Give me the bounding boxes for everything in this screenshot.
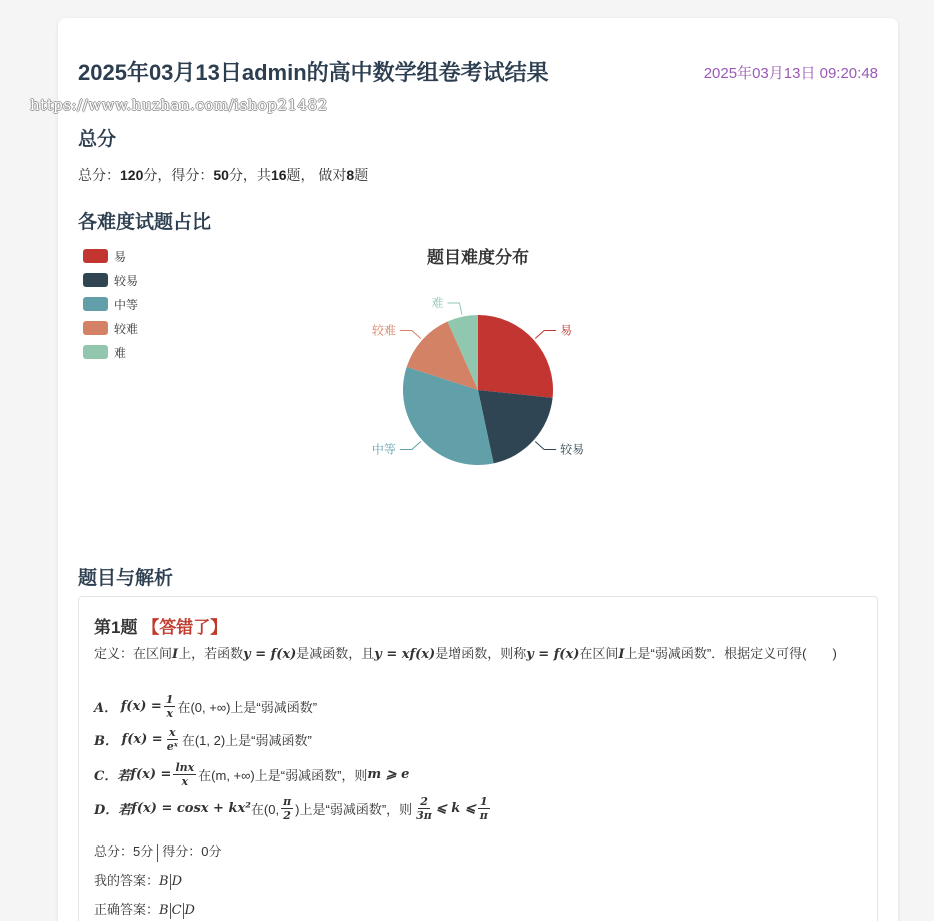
question-got-score: 得分：0分 [162,844,222,859]
total-score-heading: 总分 [78,129,117,150]
question-card [78,596,878,921]
stem-text: 上是“弱减函数”．根据定义可得( ) [624,646,837,661]
answer-choice: B [159,903,169,918]
stem-math: y = f(x) [243,647,297,662]
pie-label: 易 [560,323,573,338]
chart-title: 题目难度分布 [427,248,529,267]
stem-text: 在区间 [579,646,619,661]
option-math: f(x) = [130,767,172,782]
frac-den: eˣ [166,740,178,753]
stem-text: 是增函数，则称 [435,646,527,661]
divider [183,903,184,919]
correct-answer-label: 正确答案： [94,902,160,917]
correct-answer-value [159,902,195,917]
option-label: B． [94,734,118,749]
questions-heading: 题目与解析 [78,568,174,589]
option-math: ⩽ k ⩽ [435,801,476,816]
fraction [478,795,490,822]
frac-num: 2 [420,795,428,808]
fraction [414,795,434,822]
pie-label-line [535,442,556,450]
pie-label-line [535,330,556,338]
my-answer-value [159,873,182,888]
fraction [164,693,176,720]
frac-num: x [168,726,176,739]
total-value: 120 [120,167,144,183]
question-total-score: 总分：5分 [94,844,154,859]
option-text: 在(0, [250,802,280,817]
pie-label: 中等 [371,442,396,457]
result-card [58,18,898,921]
option-text: )上是“弱减函数”，则 [295,802,413,817]
correct-answer [94,899,195,919]
stem-text: 是减函数，且 [296,646,375,661]
frac-den: x [166,707,173,720]
option-math: f(x) = [120,699,162,714]
legend-label: 难 [114,345,127,360]
legend-label: 中等 [114,297,139,312]
my-answer-label: 我的答案： [94,873,160,888]
score-text-1: 分，得分： [143,167,214,183]
stem-math: y = f(x) [526,647,580,662]
frac-num: 1 [165,693,174,706]
pie-label-line [400,442,421,450]
correct-count: 8 [346,167,355,183]
pie-label-line [447,303,461,315]
stem-math: I [618,647,625,662]
option-d [94,795,492,822]
frac-num: 1 [479,795,488,808]
frac-num: lnx [175,761,195,774]
question-count: 16 [270,167,287,183]
answer-choice: C [171,903,182,918]
question-score [94,841,221,862]
option-label: C．若 [94,769,131,784]
total-label: 总分： [78,167,120,183]
question-header [94,613,227,638]
pie-label: 较难 [371,323,396,338]
stem-math: y = xf(x) [374,647,436,662]
answer-choice: D [184,903,195,918]
pie-slice[interactable] [478,315,553,398]
exam-timestamp: 2025年03月13日 09:20:48 [703,65,878,82]
stem-math: I [172,647,179,662]
option-text: 在(0, +∞)上是“弱减函数” [177,700,318,715]
question-number: 第1题 [94,618,138,637]
answer-choice: B [159,874,169,889]
score-text-3: 题， 做对 [286,167,347,183]
legend-label: 易 [114,249,127,264]
answer-choice: D [171,874,183,889]
option-text: 在(1, 2)上是“弱减函数” [181,733,312,748]
stem-text: 上，若函数 [178,646,244,661]
option-text: 在(m, +∞)上是“弱减函数”，则 [198,768,368,783]
my-answer [94,870,182,890]
watermark-url: https://www.huzhan.com/ishop21482 [30,96,328,114]
frac-num: π [283,795,292,808]
option-math: m ⩾ e [367,767,410,782]
pie-label: 难 [431,295,444,310]
pie-label: 较易 [560,442,585,457]
legend-label: 较难 [114,321,139,336]
fraction [281,795,293,822]
option-b [94,726,312,753]
question-stem [94,643,854,665]
option-a [94,693,317,720]
pie-label-line [400,330,421,338]
divider [157,844,158,862]
stem-text: 定义：在区间 [94,646,173,661]
option-label: D．若 [94,803,132,818]
option-label: A． [94,701,118,716]
option-math: f(x) = cosx + kx² [131,801,251,816]
page-title: 2025年03月13日admin的高中数学组卷考试结果 [78,60,549,85]
legend-label: 较易 [114,273,139,288]
difficulty-heading: 各难度试题占比 [78,212,212,233]
divider [170,903,171,919]
fraction [173,761,196,788]
frac-den: x [181,775,189,788]
frac-den: 2 [283,809,291,822]
score-value: 50 [213,167,229,183]
option-math: f(x) = [121,732,163,747]
score-text-2: 分，共 [228,167,271,183]
option-c [94,761,409,788]
divider [170,874,171,890]
frac-den: π [479,809,488,822]
score-text-4: 题 [354,167,369,183]
fraction [165,726,180,753]
wrong-badge: 【答错了】 [142,618,228,637]
frac-den: 3π [416,809,432,822]
